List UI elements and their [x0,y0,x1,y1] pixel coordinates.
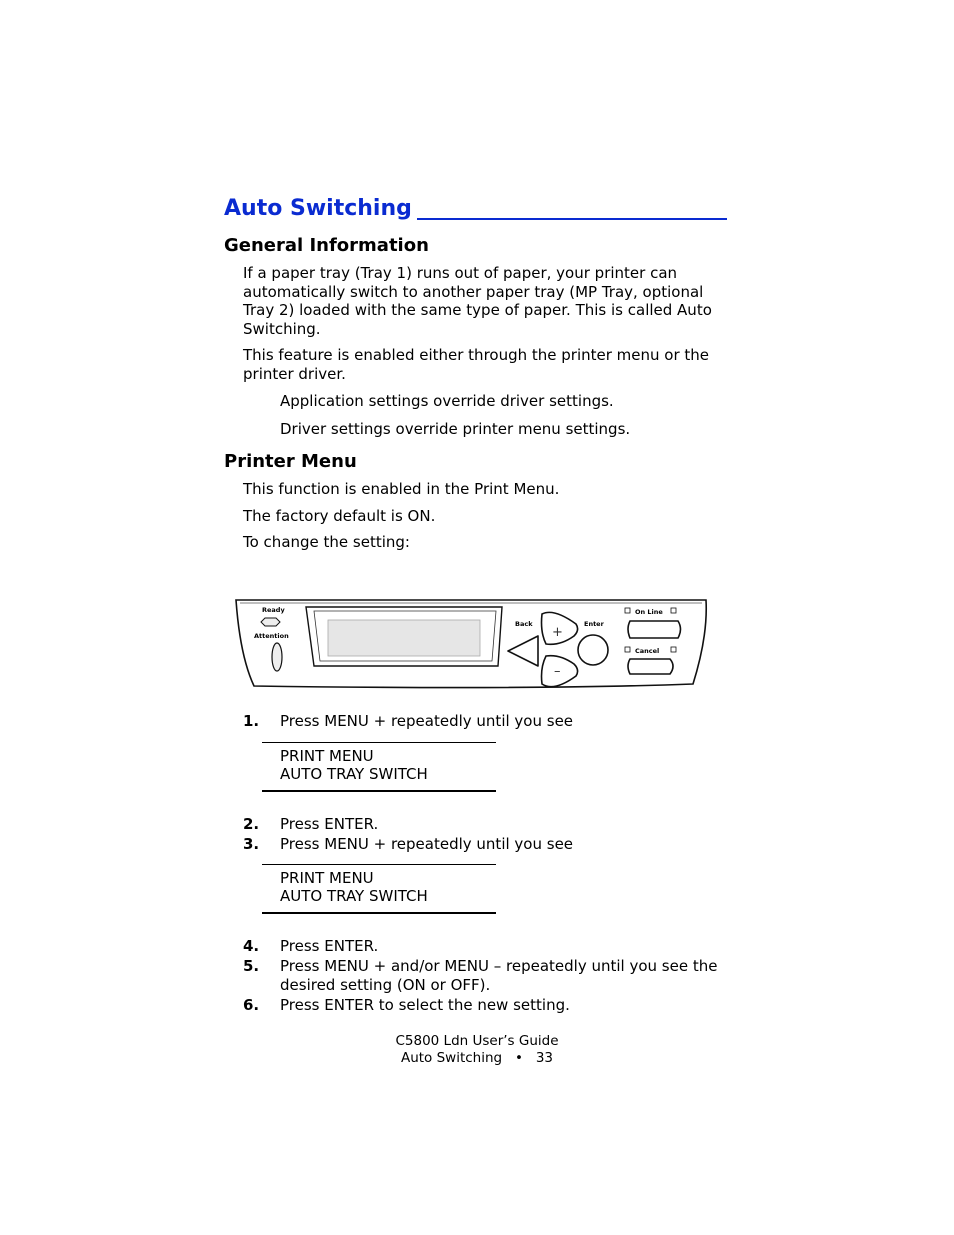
factory-default-text: The factory default is ON. [243,507,436,525]
on-line-led-right [671,608,676,613]
cancel-label: Cancel [635,647,660,655]
enter-label: Enter [584,620,604,628]
on-line-led-left [625,608,630,613]
title-underline [417,218,727,220]
control-panel-drawing [234,596,710,692]
cancel-button[interactable] [628,659,673,674]
lcd-screen [328,620,480,656]
lcd-line-2: AUTO TRAY SWITCH [280,887,428,905]
step-number: 5. [243,957,260,975]
page-number: 33 [535,1050,554,1066]
general-information-heading: General Information [224,235,429,256]
ready-indicator [261,618,280,626]
attention-label: Attention [254,632,289,640]
cancel-led-right [671,647,676,652]
lcd-line-1: PRINT MENU [280,747,374,765]
footer-bullet: • [515,1050,523,1066]
step-text: Press MENU + repeatedly until you see [280,835,574,853]
step-number: 6. [243,996,260,1014]
step-text: Press MENU + and/or MENU – repeatedly until you see the desired setting (ON or OFF). [280,957,718,994]
on-line-label: On Line [635,608,663,616]
enter-button[interactable] [578,635,608,665]
footer-guide-title: C5800 Ldn User’s Guide [395,1033,559,1049]
back-label: Back [515,620,533,628]
step-text: Press MENU + repeatedly until you see [280,712,574,730]
ready-label: Ready [262,606,285,614]
feature-enable-description: This feature is enabled either through the printer menu or the printer driver. [243,346,710,383]
printer-menu-heading: Printer Menu [224,451,357,472]
minus-icon: – [554,664,561,679]
step-number: 2. [243,815,260,833]
lcd-message-box [262,742,496,792]
note-application-settings: Application settings override driver settings. [280,392,614,410]
print-menu-enabled-text: This function is enabled in the Print Menu. [243,480,560,498]
step-text: Press ENTER. [280,815,379,833]
step-text: Press ENTER. [280,937,379,955]
step-number: 3. [243,835,260,853]
on-line-button[interactable] [628,621,681,638]
step-text: Press ENTER to select the new setting. [280,996,570,1014]
plus-icon: + [552,625,563,640]
step-number: 1. [243,712,260,730]
attention-indicator [272,643,282,671]
control-panel-illustration [234,596,710,696]
cancel-led-left [625,647,630,652]
step-number: 4. [243,937,260,955]
auto-switching-description: If a paper tray (Tray 1) runs out of paper, your printer can automatically switch to another paper tray (MP Tray, optional Tray 2) loaded with the same type of paper. This is called Auto Switching. [243,264,712,339]
lcd-line-1: PRINT MENU [280,869,374,887]
page-title: Auto Switching [224,196,412,221]
footer-section: Auto Switching [400,1050,503,1066]
change-setting-text: To change the setting: [243,533,410,551]
lcd-message-box [262,864,496,914]
footer-page-info [0,1050,954,1067]
lcd-line-2: AUTO TRAY SWITCH [280,765,428,783]
note-driver-settings: Driver settings override printer menu settings. [280,420,631,438]
